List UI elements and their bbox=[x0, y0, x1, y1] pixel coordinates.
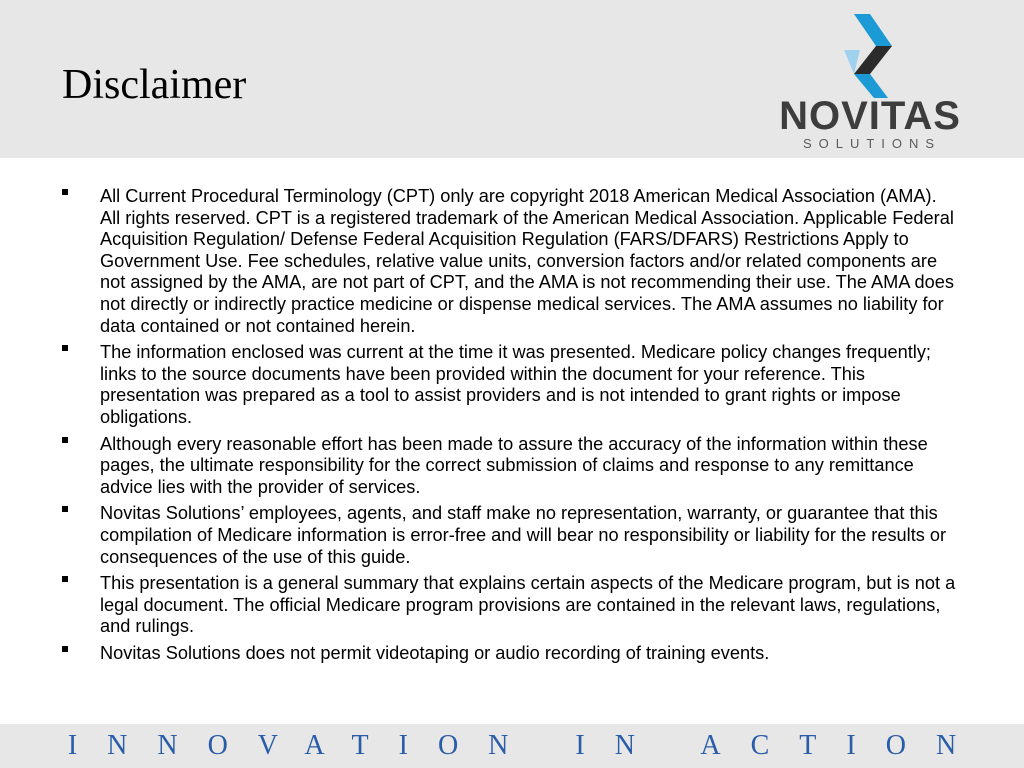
disclaimer-list bbox=[60, 186, 960, 669]
list-item bbox=[60, 503, 960, 568]
logo-subtitle: SOLUTIONS bbox=[802, 136, 942, 151]
list-item-text: Although every reasonable effort has been made to assure the accuracy of the information within these pages, the ultimate responsibility for the correct submission of claims and response to any remittance advice lies with the provider of services. bbox=[100, 433, 928, 497]
list-item-text: The information enclosed was current at the time it was presented. Medicare policy changes frequently; links to the source documents have been provided within the document for your reference. This presentation was prepared as a tool to assist providers and is not intended to grant rights or impose obligations. bbox=[100, 342, 931, 427]
list-item bbox=[60, 434, 960, 499]
bullet-icon bbox=[62, 646, 68, 652]
footer-band bbox=[0, 724, 1024, 768]
footer-tagline: INNOVATION IN ACTION bbox=[67, 730, 987, 761]
list-item-text: Novitas Solutions does not permit videotaping or audio recording of training events. bbox=[100, 642, 770, 663]
bullet-icon bbox=[62, 189, 68, 195]
list-item bbox=[60, 573, 960, 638]
bullet-icon bbox=[62, 576, 68, 582]
bullet-icon bbox=[62, 437, 68, 443]
list-item bbox=[60, 643, 960, 665]
list-item-text: This presentation is a general summary that explains certain aspects of the Medicare program, but is not a legal document. The official Medicare program provisions are contained in the relevant laws, regulations, and rulings. bbox=[100, 573, 956, 637]
bullet-icon bbox=[62, 345, 68, 351]
list-item-text: Novitas Solutions’ employees, agents, and staff make no representation, warranty, or guarantee that this compilation of Medicare information is error-free and will bear no responsibility or liability for the results or consequences of the use of this guide. bbox=[100, 503, 947, 567]
logo-name: NOVITAS bbox=[779, 94, 961, 138]
novitas-logo bbox=[770, 10, 970, 155]
list-item-text: All Current Procedural Terminology (CPT) only are copyright 2018 American Medical Association (AMA). All rights reserved. CPT is a registered trademark of the American Medical Association. Applicable Federal Acquisition Regulation/ Defense Federal Acquisition Regulation (FARS/DFARS) Restrictions Apply to Government Use. Fee schedules, relative value units, conversion factors and/or related components are not assigned by the AMA, are not part of CPT, and the AMA is not recommending their use. The AMA does not directly or indirectly practice medicine or dispense medical services. The AMA assumes no liability for data contained or not contained herein. bbox=[100, 186, 954, 336]
bullet-icon bbox=[62, 506, 68, 512]
page-title: Disclaimer bbox=[62, 62, 247, 108]
list-item bbox=[60, 186, 960, 337]
novitas-logo-mark-icon bbox=[830, 10, 900, 100]
list-item bbox=[60, 342, 960, 428]
